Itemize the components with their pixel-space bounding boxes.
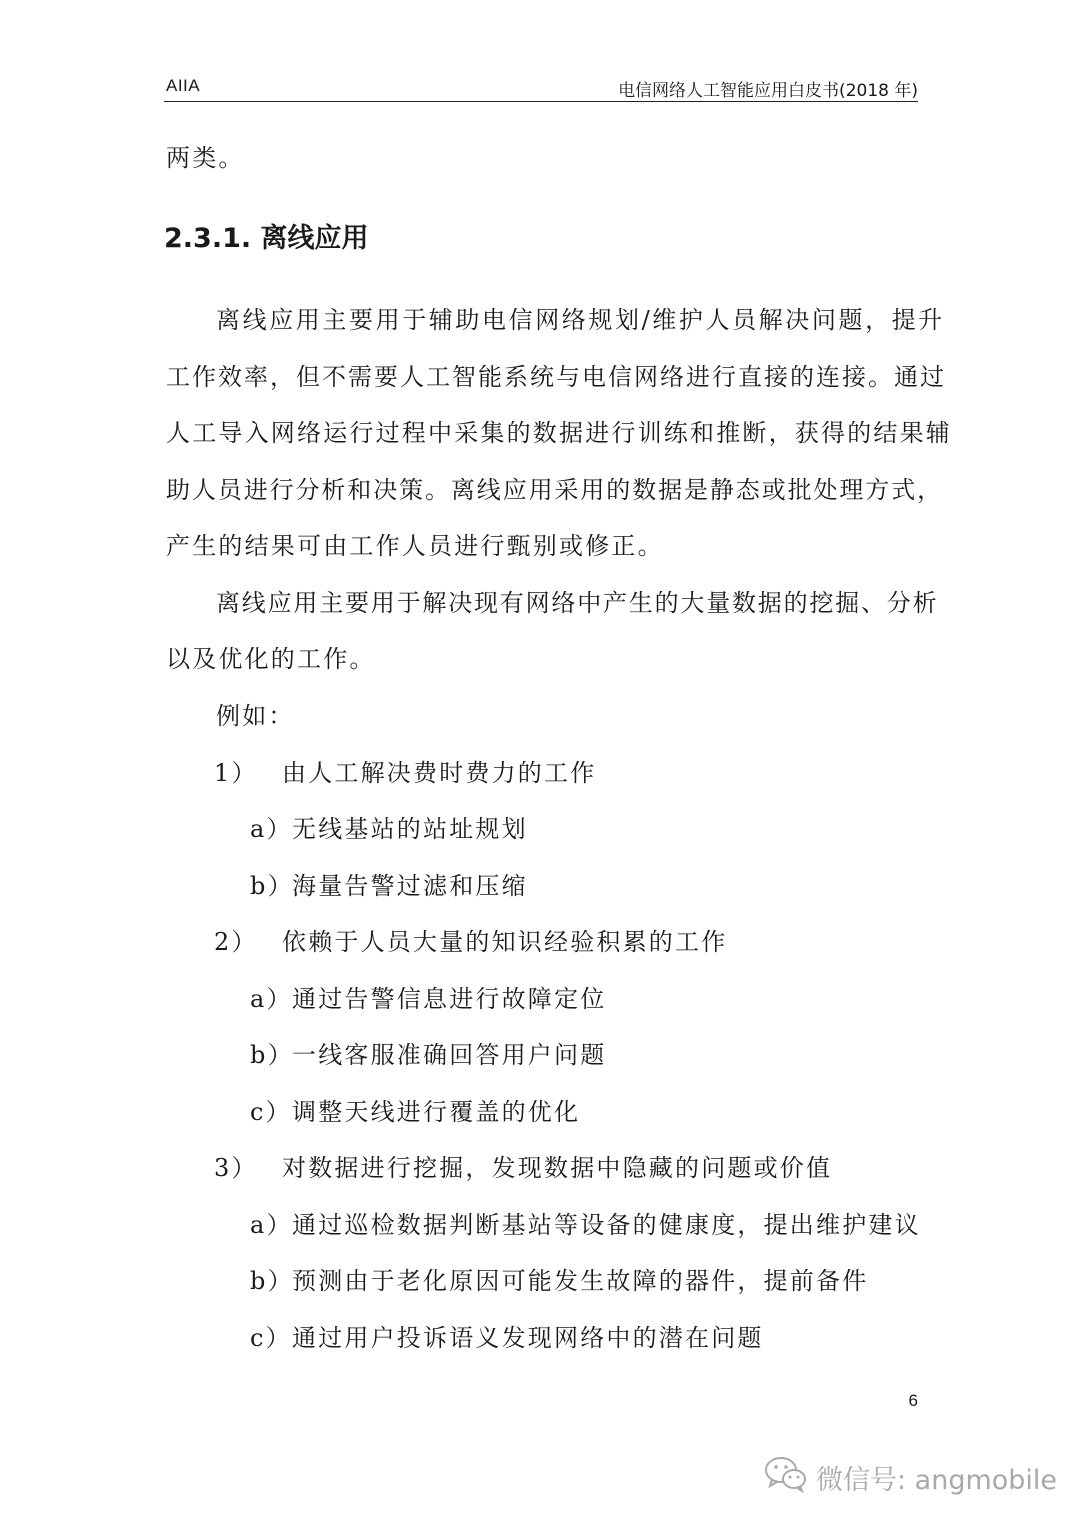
- paragraph-line: 人工导入网络运行过程中采集的数据进行训练和推断，获得的结果辅: [166, 419, 952, 447]
- sub-list-marker: a）: [250, 985, 293, 1013]
- section-heading: 2.3.1. 离线应用: [164, 223, 369, 254]
- list-item-text: 对数据进行挖掘，发现数据中隐藏的问题或价值: [282, 1154, 833, 1182]
- list-marker: 3）: [214, 1154, 258, 1182]
- header-document-title: 电信网络人工智能应用白皮书(2018 年): [618, 81, 918, 101]
- sub-list-text: 通过用户投诉语义发现网络中的潜在问题: [292, 1324, 764, 1352]
- paragraph-line: 离线应用主要用于辅助电信网络规划/维护人员解决问题，提升: [216, 306, 945, 334]
- paragraph-line: 工作效率，但不需要人工智能系统与电信网络进行直接的连接。通过: [166, 363, 946, 391]
- paragraph-line: 离线应用主要用于解决现有网络中产生的大量数据的挖掘、分析: [216, 589, 939, 617]
- example-intro: 例如：: [216, 702, 295, 730]
- sub-list-marker: b）: [250, 1041, 294, 1069]
- sub-list-text: 通过告警信息进行故障定位: [292, 985, 607, 1013]
- paragraph-line: 助人员进行分析和决策。离线应用采用的数据是静态或批处理方式，: [166, 476, 943, 504]
- list-marker: 2）: [214, 928, 258, 956]
- sub-list-marker: a）: [250, 1211, 293, 1239]
- paragraph-line: 以及优化的工作。: [166, 645, 376, 673]
- sub-list-text: 预测由于老化原因可能发生故障的器件，提前备件: [292, 1267, 869, 1295]
- watermark: [764, 1455, 1057, 1500]
- paragraph-line: 产生的结果可由工作人员进行甄别或修正。: [166, 532, 664, 560]
- sub-list-text: 一线客服准确回答用户问题: [292, 1041, 607, 1069]
- wechat-icon: [764, 1455, 808, 1500]
- sub-list-marker: c）: [250, 1324, 292, 1352]
- header-rule: [164, 101, 918, 102]
- header-left-logo-text: AIIA: [166, 76, 201, 95]
- continuation-text: 两类。: [166, 144, 245, 172]
- sub-list-marker: a）: [250, 815, 293, 843]
- sub-list-text: 调整天线进行覆盖的优化: [292, 1098, 581, 1126]
- sub-list-marker: c）: [250, 1098, 292, 1126]
- sub-list-text: 通过巡检数据判断基站等设备的健康度，提出维护建议: [292, 1211, 921, 1239]
- page-number: 6: [908, 1391, 918, 1410]
- list-item-text: 依赖于人员大量的知识经验积累的工作: [282, 928, 728, 956]
- list-item-text: 由人工解决费时费力的工作: [282, 759, 597, 787]
- sub-list-marker: b）: [250, 1267, 294, 1295]
- watermark-text: 微信号: angmobile: [816, 1465, 1058, 1496]
- list-marker: 1）: [214, 759, 258, 787]
- sub-list-text: 无线基站的站址规划: [292, 815, 528, 843]
- sub-list-marker: b）: [250, 872, 294, 900]
- sub-list-text: 海量告警过滤和压缩: [292, 872, 528, 900]
